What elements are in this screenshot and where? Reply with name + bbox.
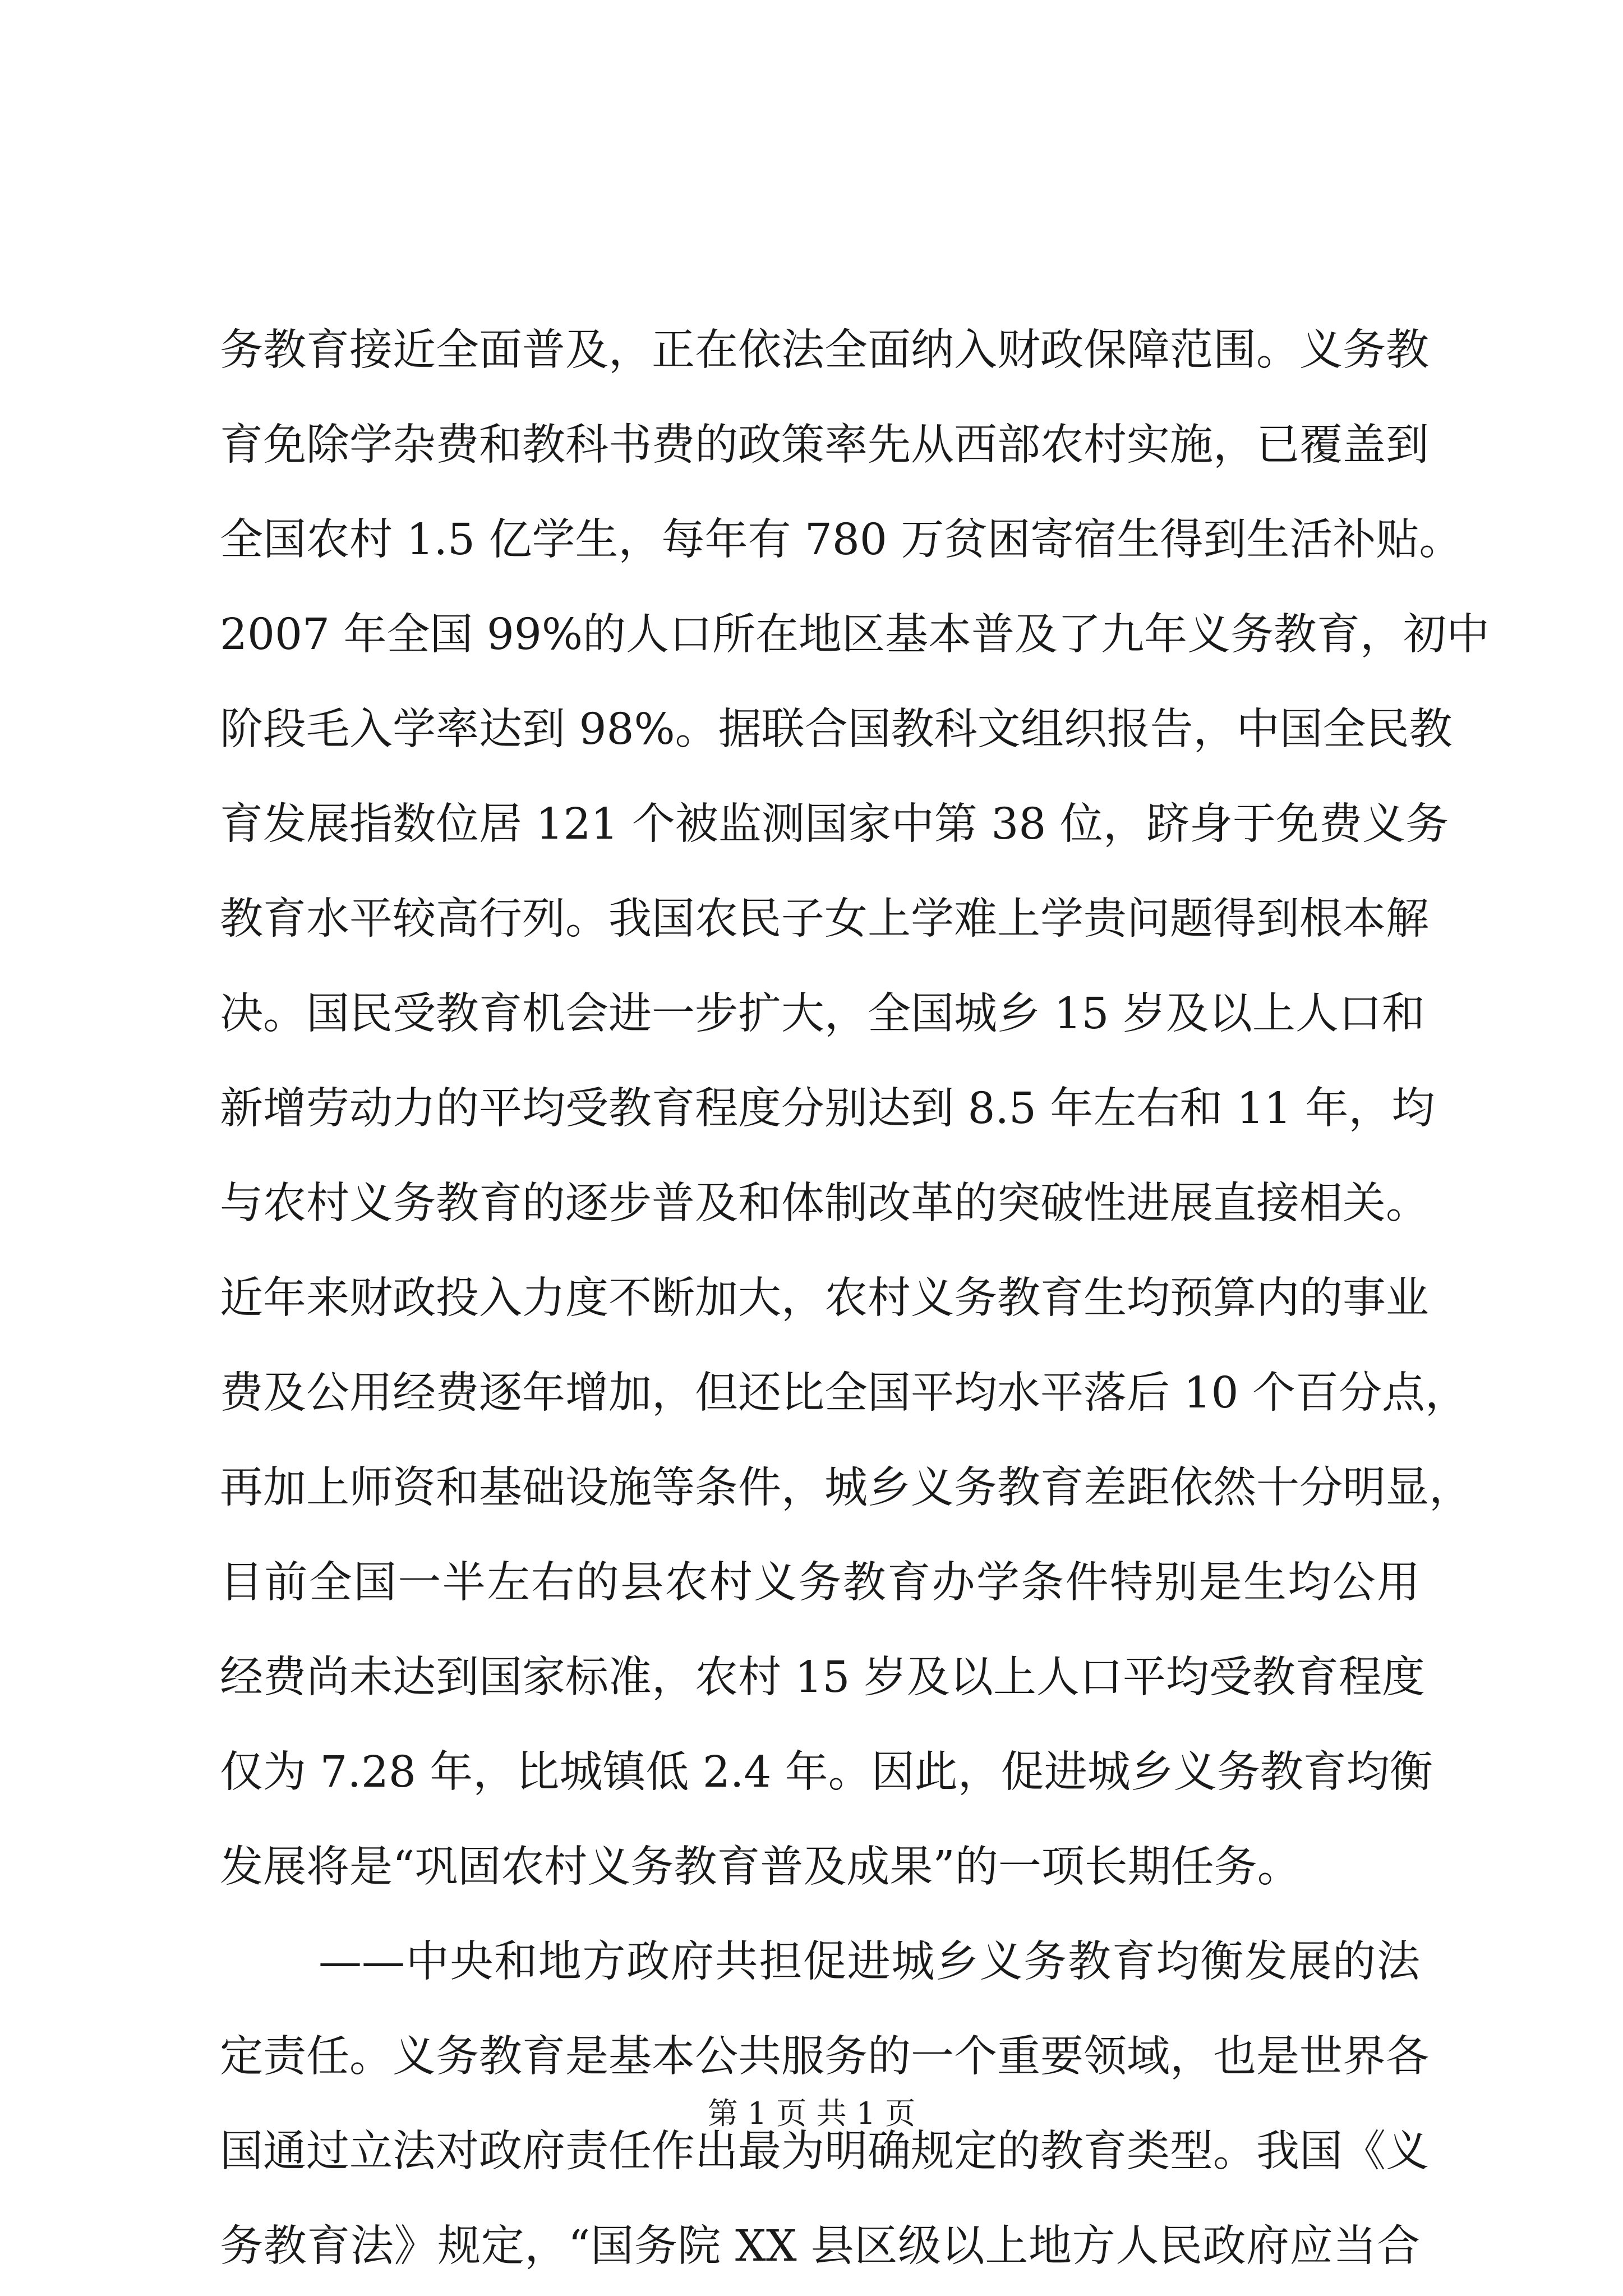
text-line: 近年来财政投入力度不断加大，农村义务教育生均预算内的事业	[220, 1273, 1429, 1323]
text-line: 费及公用经费逐年增加，但还比全国平均水平落后 10 个百分点，	[220, 1368, 1468, 1418]
page-footer: 第 1 页 共 1 页	[707, 2096, 916, 2131]
text-line: 育免除学杂费和教科书费的政策率先从西部农村实施，已覆盖到	[220, 420, 1429, 470]
text-line: 决。国民受教育机会进一步扩大，全国城乡 15 岁及以上人口和	[220, 989, 1425, 1039]
text-line: 阶段毛入学率达到 98%。据联合国教科文组织报告，中国全民教	[220, 705, 1453, 754]
text-line: 新增劳动力的平均受教育程度分别达到 8.5 年左右和 11 年，均	[220, 1084, 1435, 1134]
text-line: 2007 年全国 99%的人口所在地区基本普及了九年义务教育，初中	[220, 610, 1490, 660]
text-line: 教育水平较高行列。我国农民子女上学难上学贵问题得到根本解	[220, 894, 1429, 944]
text-line: 发展将是“巩固农村义务教育普及成果”的一项长期任务。	[220, 1842, 1301, 1892]
text-line: 全国农村 1.5 亿学生，每年有 780 万贫困寄宿生得到生活补贴。	[220, 515, 1463, 565]
text-line: 目前全国一半左右的县农村义务教育办学条件特别是生均公用	[220, 1558, 1420, 1608]
text-line: 经费尚未达到国家标准，农村 15 岁及以上人口平均受教育程度	[220, 1653, 1425, 1703]
text-line: 再加上师资和基础设施等条件，城乡义务教育差距依然十分明显，	[220, 1463, 1472, 1513]
text-line: 仅为 7.28 年，比城镇低 2.4 年。因此，促进城乡义务教育均衡	[220, 1747, 1433, 1797]
text-line: 务教育接近全面普及，正在依法全面纳入财政保障范围。义务教	[220, 325, 1429, 375]
text-line: 与农村义务教育的逐步普及和体制改革的突破性进展直接相关。	[220, 1179, 1429, 1228]
text-line: 定责任。义务教育是基本公共服务的一个重要领域，也是世界各	[220, 2032, 1429, 2082]
body-text	[220, 303, 1490, 2294]
text-line: 育发展指数位居 121 个被监测国家中第 38 位，跻身于免费义务	[220, 799, 1449, 849]
text-line: 国通过立法对政府责任作出最为明确规定的教育类型。我国《义	[220, 2127, 1429, 2177]
text-line: 务教育法》规定，“国务院 XX 县区级以上地方人民政府应当合	[220, 2221, 1420, 2271]
text-line-indented: ——中央和地方政府共担促进城乡义务教育均衡发展的法	[319, 1937, 1420, 1987]
